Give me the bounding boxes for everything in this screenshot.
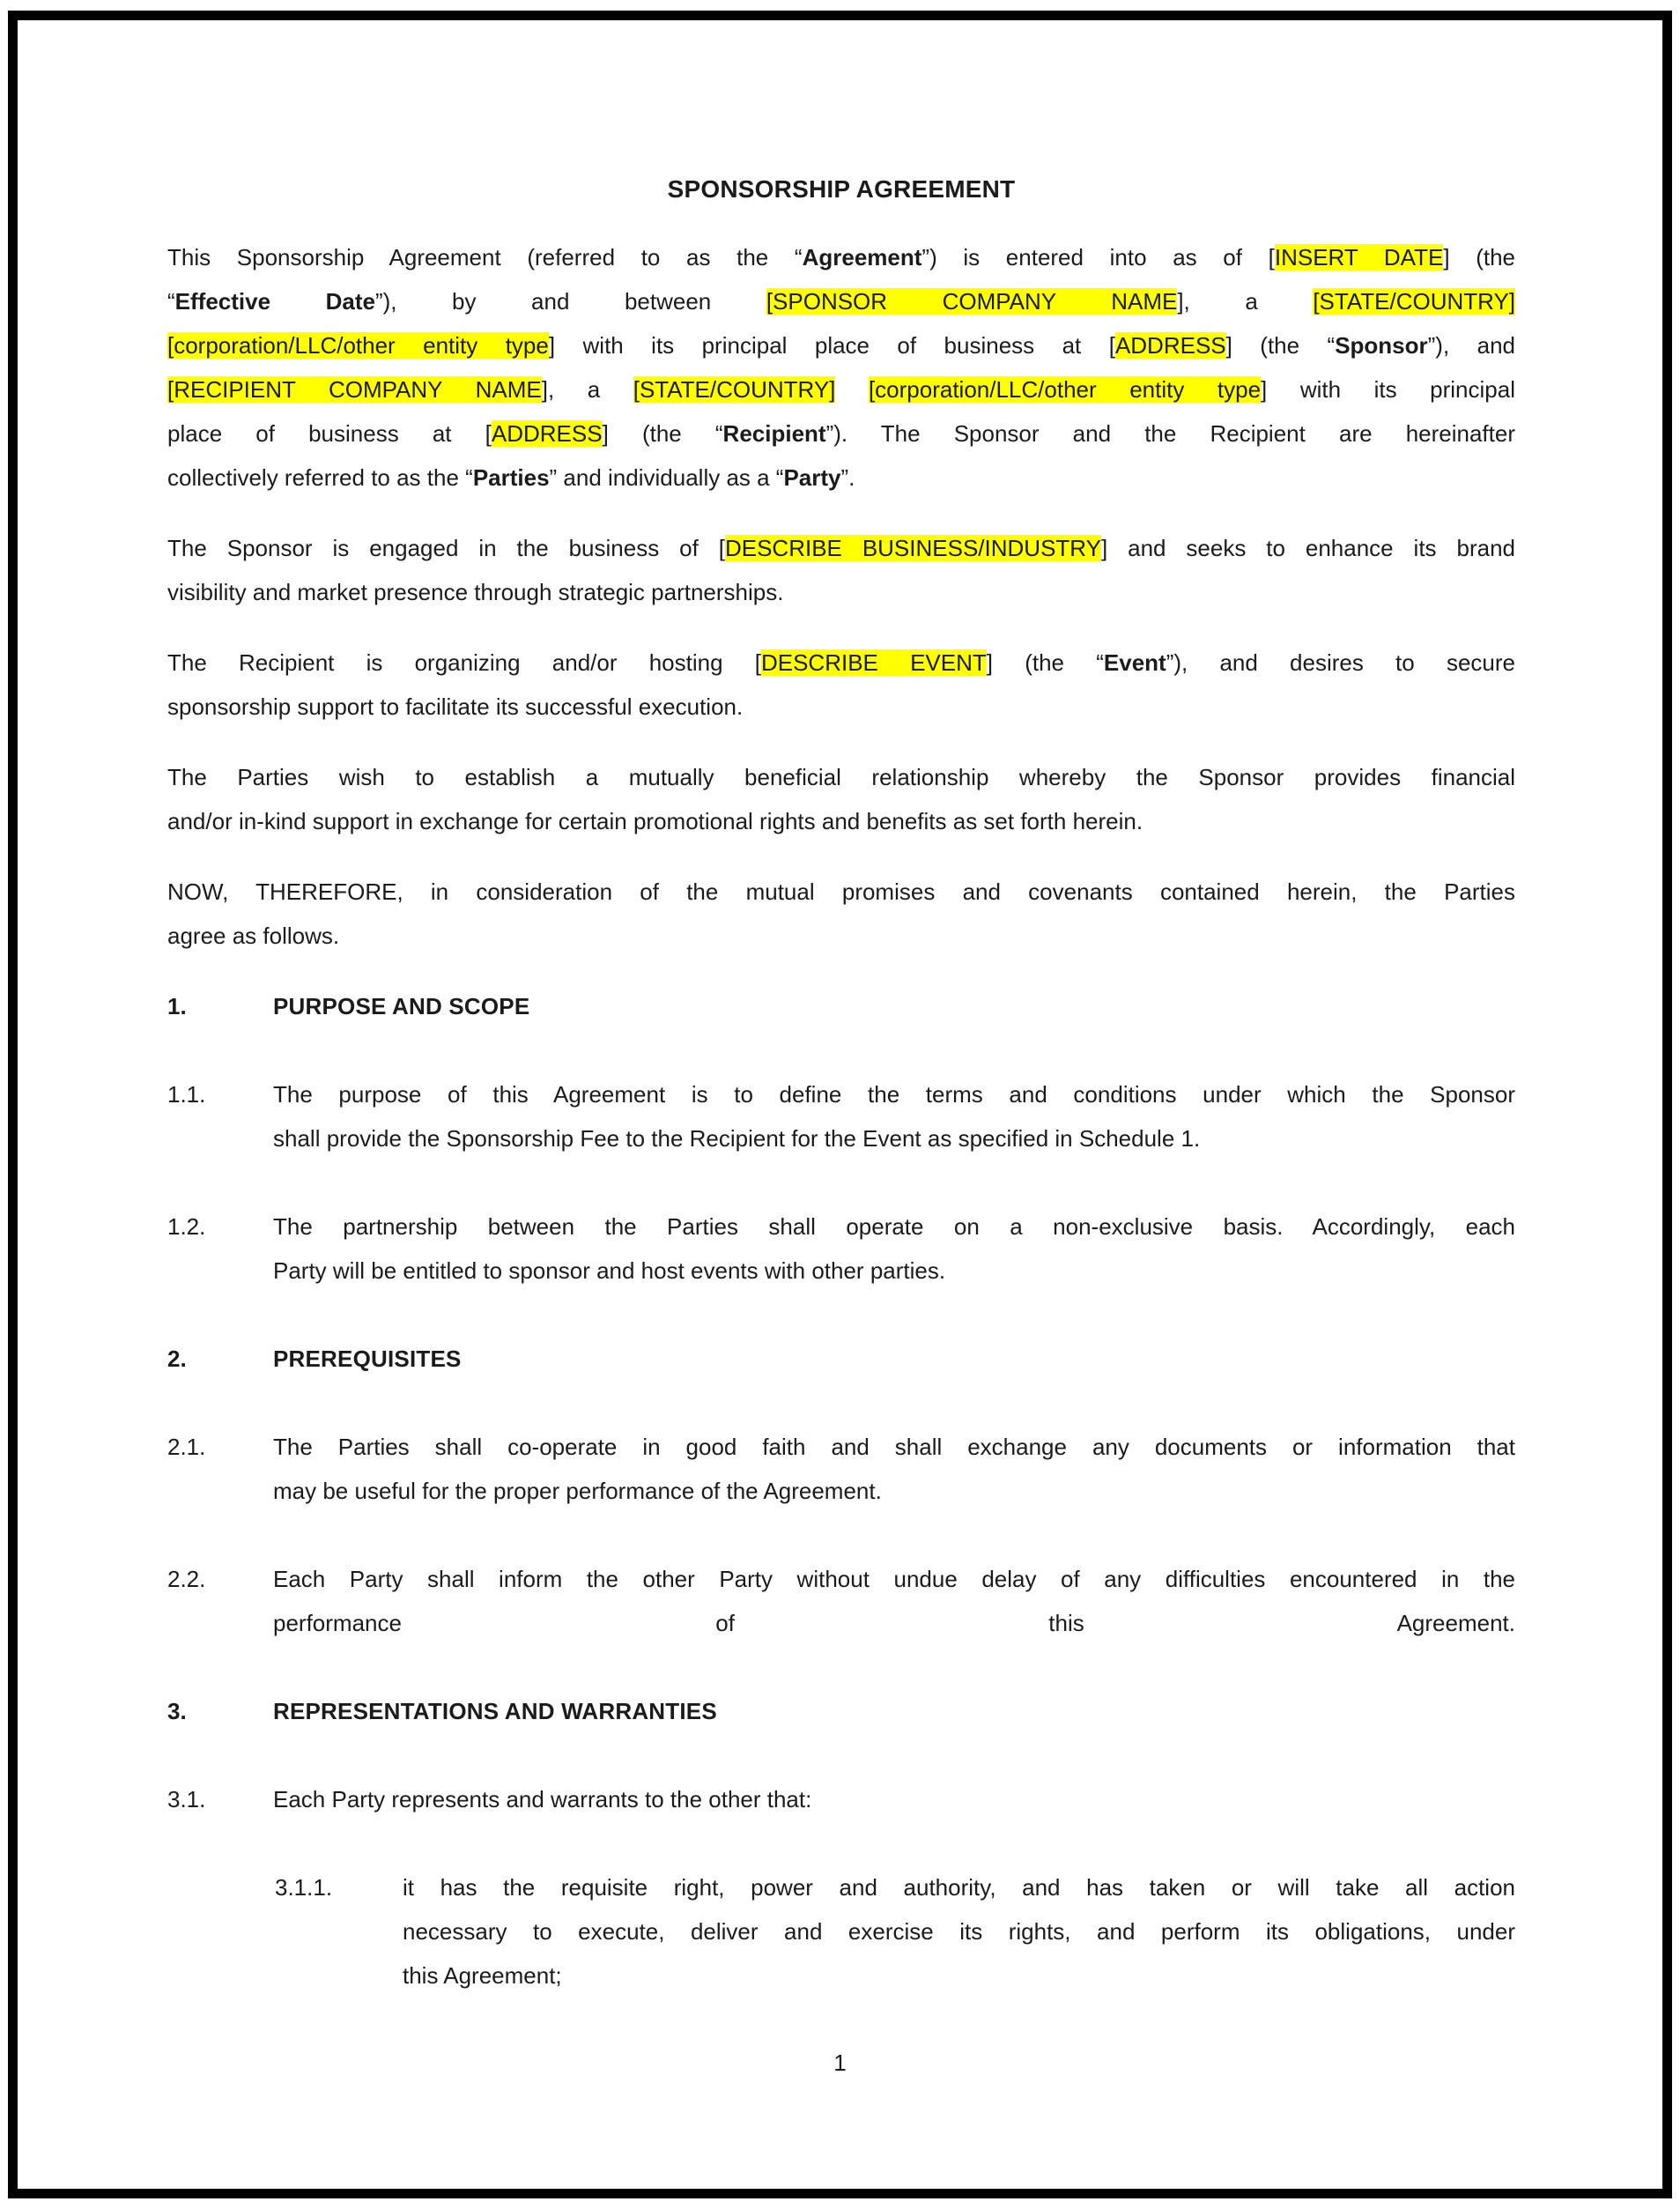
text-line (167, 411, 1515, 456)
intro-paragraph (167, 526, 1515, 614)
clause-text (273, 1205, 1515, 1293)
document-title: SPONSORSHIP AGREEMENT (667, 175, 1016, 203)
text-line (167, 367, 1515, 411)
clause-number: 3.1.1. (275, 1874, 333, 1901)
text-segment: The purpose of this Agreement is to define the terms and conditions under which the Sponsor (273, 1081, 1515, 1108)
text-segment: ] (the (1443, 244, 1516, 271)
text-segment: Party (783, 464, 841, 491)
section-heading-title: PREREQUISITES (273, 1345, 462, 1372)
intro-paragraph (167, 870, 1515, 958)
text-segment: may be useful for the proper performance of the Agreement. (273, 1478, 882, 1504)
text-line (273, 1116, 1515, 1160)
text-line (403, 1865, 1515, 1909)
text-line (167, 641, 1515, 685)
placeholder-highlight: ADDRESS (1114, 332, 1226, 359)
clause-text (273, 1425, 1515, 1513)
text-line (273, 1469, 1515, 1513)
text-segment: it has the requisite right, power and authority, and has taken or will take all action (403, 1874, 1515, 1901)
section-heading (167, 1337, 1515, 1381)
text-segment: ”), and desires to secure (1166, 649, 1515, 676)
text-segment: ] (the “ (1225, 332, 1336, 359)
text-line (167, 456, 1515, 500)
placeholder-highlight: DESCRIBE BUSINESS/INDUSTRY (724, 535, 1101, 561)
text-line (273, 1601, 1515, 1645)
text-segment: The Parties wish to establish a mutually beneficial relationship whereby the Sponsor provides financial (167, 764, 1515, 790)
section-heading (167, 984, 1515, 1028)
clause-number: 2.1. (167, 1434, 206, 1460)
text-segment: collectively referred to as the “ (167, 464, 473, 491)
text-segment: This Sponsorship Agreement (referred to as the “ (167, 244, 803, 271)
text-segment: ”), and (1427, 332, 1515, 359)
placeholder-highlight: [corporation/LLC/other entity type (868, 376, 1262, 403)
placeholder-highlight: [corporation/LLC/other entity type (167, 332, 549, 359)
placeholder-highlight: [STATE/COUNTRY] (1313, 288, 1516, 315)
text-line (403, 1953, 1515, 1998)
text-line (167, 755, 1515, 799)
numbered-sections (167, 984, 1515, 1998)
clause-number: 1.2. (167, 1213, 206, 1240)
intro-section (167, 235, 1515, 958)
text-segment: sponsorship support to facilitate its successful execution. (167, 693, 744, 720)
text-segment: ”) is entered into as of [ (921, 244, 1275, 271)
intro-paragraph (167, 641, 1515, 729)
text-segment: “ (167, 288, 175, 315)
text-line (167, 323, 1515, 367)
text-line (403, 1909, 1515, 1953)
numbered-clause (167, 1072, 1515, 1160)
placeholder-highlight: [RECIPIENT COMPANY NAME (167, 376, 542, 403)
text-segment: ] and seeks to enhance its brand (1100, 535, 1515, 561)
text-segment: Effective Date (174, 288, 375, 315)
text-segment: and/or in-kind support in exchange for certain promotional rights and benefits as set forth herein. (167, 808, 1143, 834)
clause-text (403, 1865, 1515, 1998)
numbered-clause (167, 1777, 1515, 1821)
text-segment: ] with its principal place of business at [ (548, 332, 1115, 359)
text-segment: visibility and market presence through strategic partnerships. (167, 579, 784, 605)
text-line (167, 799, 1515, 843)
section-number: 2. (167, 1345, 187, 1372)
section-number: 3. (167, 1698, 187, 1724)
text-segment: necessary to execute, deliver and exercise its rights, and perform its obligations, under (403, 1918, 1515, 1945)
numbered-clause (167, 1425, 1515, 1513)
clause-text (273, 1072, 1515, 1160)
text-segment: Recipient (722, 420, 826, 447)
section-heading (167, 1689, 1515, 1733)
text-line (167, 914, 1515, 958)
text-segment: The partnership between the Parties shall operate on a non-exclusive basis. Accordingly, each (273, 1213, 1515, 1240)
placeholder-highlight: [STATE/COUNTRY] (633, 376, 836, 403)
text-line (167, 685, 1515, 729)
text-segment: agree as follows. (167, 923, 340, 949)
text-segment: ], a (541, 376, 633, 403)
text-line (273, 1557, 1515, 1601)
intro-paragraph (167, 235, 1515, 500)
text-segment: ] (the “ (986, 649, 1104, 676)
numbered-clause (167, 1557, 1515, 1645)
text-segment: The Sponsor is engaged in the business of [ (167, 535, 725, 561)
section-heading-title: PURPOSE AND SCOPE (273, 993, 530, 1019)
clause-number: 2.2. (167, 1566, 206, 1592)
intro-paragraph (167, 755, 1515, 843)
text-segment: place of business at [ (167, 420, 492, 447)
placeholder-highlight: [SPONSOR COMPANY NAME (766, 288, 1178, 315)
text-segment: this Agreement; (403, 1962, 562, 1989)
text-line (167, 279, 1515, 323)
numbered-clause (167, 1205, 1515, 1293)
text-line (167, 870, 1515, 914)
placeholder-highlight: ADDRESS (491, 420, 603, 447)
page-number: 1 (833, 2050, 847, 2076)
document-content (18, 20, 1662, 2042)
section-number: 1. (167, 993, 187, 1019)
text-segment (835, 376, 869, 403)
text-segment: Parties (472, 464, 550, 491)
text-segment: Party will be entitled to sponsor and host events with other parties. (273, 1257, 946, 1284)
page-border (8, 11, 1672, 2198)
text-segment: ] with its principal (1261, 376, 1515, 403)
text-segment: ”), by and between (374, 288, 766, 315)
text-line (273, 1072, 1515, 1116)
text-segment: The Parties shall co-operate in good faith and shall exchange any documents or information that (273, 1434, 1515, 1460)
section-heading-title: REPRESENTATIONS AND WARRANTIES (273, 1698, 717, 1724)
text-line (167, 526, 1515, 570)
text-line (273, 1205, 1515, 1249)
text-line (167, 235, 1515, 279)
text-segment: performance of this Agreement. (273, 1610, 1515, 1636)
text-line (273, 1425, 1515, 1469)
text-segment: Each Party shall inform the other Party without undue delay of any difficulties encountered in the (273, 1566, 1515, 1592)
placeholder-highlight: DESCRIBE EVENT (760, 649, 987, 676)
numbered-clause (275, 1865, 1515, 1998)
clause-text (273, 1777, 1515, 1821)
clause-number: 3.1. (167, 1786, 206, 1812)
clause-text (273, 1557, 1515, 1645)
text-segment: ”). The Sponsor and the Recipient are hereinafter (825, 420, 1515, 447)
text-segment: Sponsor (1335, 332, 1428, 359)
text-segment: Agreement (802, 244, 922, 271)
text-segment: ] (the “ (602, 420, 723, 447)
clause-number: 1.1. (167, 1081, 206, 1108)
text-segment: Event (1103, 649, 1166, 676)
placeholder-highlight: INSERT DATE (1274, 244, 1444, 271)
text-segment: Each Party represents and warrants to the other that: (273, 1786, 812, 1812)
text-line (167, 570, 1515, 614)
text-segment: The Recipient is organizing and/or hosting [ (167, 649, 761, 676)
text-segment: shall provide the Sponsorship Fee to the Recipient for the Event as specified in Schedule 1. (273, 1125, 1201, 1152)
text-segment: NOW, THEREFORE, in consideration of the mutual promises and covenants contained herein, the Parties (167, 878, 1515, 905)
text-segment: ], a (1177, 288, 1314, 315)
text-segment: ” and individually as a “ (549, 464, 784, 491)
text-line (273, 1777, 1515, 1821)
text-segment: ”. (840, 464, 855, 491)
text-line (273, 1249, 1515, 1293)
